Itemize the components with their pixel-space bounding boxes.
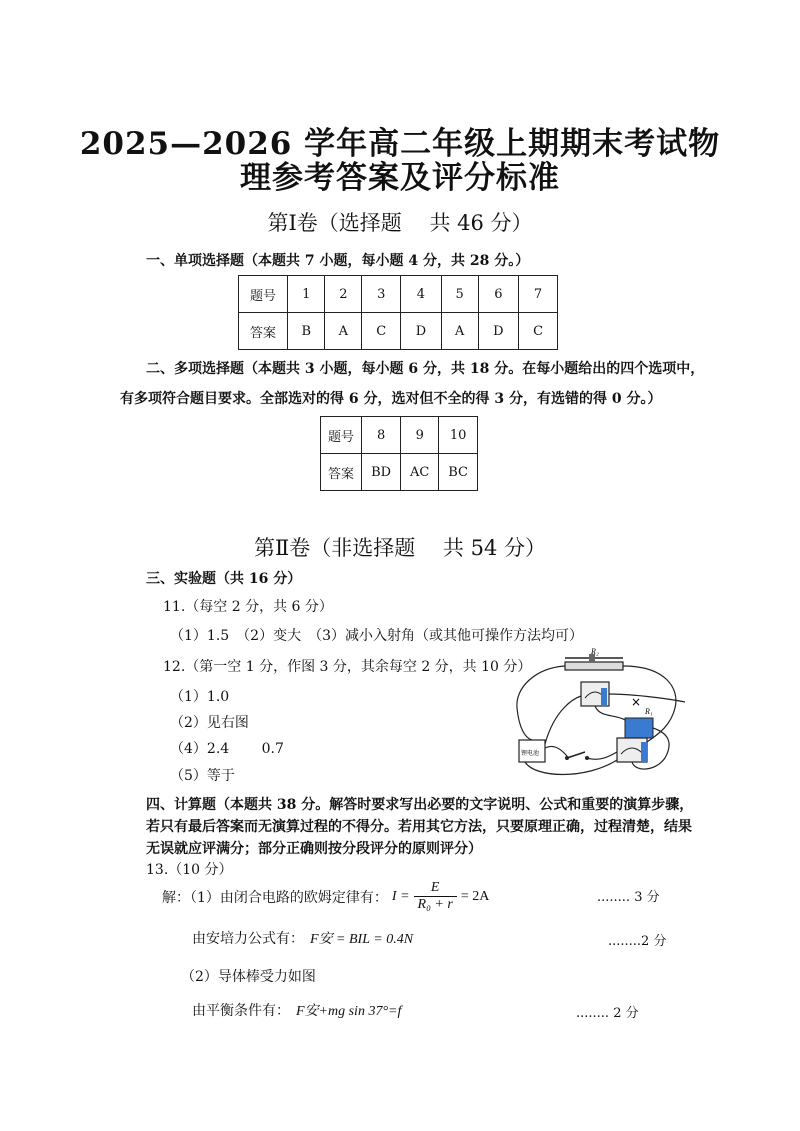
doc-title-line1: 2025—2026 学年高二年级上期期末考试物 [79, 126, 721, 162]
q12-item-2: （2）见右图 [170, 715, 249, 731]
q13-step-3: （2）导体棒受力如图 [181, 969, 316, 985]
q13-step-1-rhs: = 2A [460, 888, 490, 904]
table-cell: A [441, 313, 478, 350]
q13-step-1-prefix: 解：（1）由闭合电路的欧姆定律有： [162, 889, 388, 906]
table-cell: 10 [439, 417, 478, 454]
section-4-title-line1: 四、计算题（本题共 38 分。解答时要求写出必要的文字说明、公式和重要的演算步骤， [146, 797, 694, 813]
section-3-title: 三、实验题（共 16 分） [146, 571, 302, 587]
circuit-diagram [505, 648, 705, 788]
table-cell: 9 [401, 417, 439, 454]
cross-mark: × [631, 695, 642, 709]
q13-step-4-formula: F安+mg sin 37°=f [296, 1004, 402, 1019]
q13-step-2 [192, 928, 413, 948]
q12-item-3: （4）2.4 0.7 [170, 741, 284, 757]
q13-step-1 [162, 880, 489, 913]
q13-step-1-score: ........ 3 分 [597, 890, 660, 905]
section-2-title-line1: 二、多项选择题（本题共 3 小题，每小题 6 分，共 18 分。在每小题给出的四个选项中， [146, 361, 705, 377]
table-row-label: 题号 [321, 417, 362, 454]
q13-step-4-score: ........ 2 分 [576, 1006, 639, 1021]
section-4-title-line2: 若只有最后答案而无演算过程的不得分。若用其它方法，只要原理正确，过程清楚，结果 [146, 819, 692, 835]
table-cell: 1 [288, 276, 325, 313]
resistor-r1 [625, 718, 653, 738]
table-cell: 8 [362, 417, 401, 454]
q13-step-4-prefix: 由平衡条件有： [192, 1003, 290, 1019]
table-cell: 7 [519, 276, 558, 313]
table-cell: 4 [401, 276, 442, 313]
q13-step-2-score: ........2 分 [608, 934, 667, 949]
q12-item-4: （5）等于 [170, 768, 235, 784]
table-cell: AC [401, 454, 439, 491]
table-cell: C [519, 313, 558, 350]
battery-label: 锂电池 [521, 750, 540, 757]
q11-answers: （1）1.5 （2）变大 （3）减小入射角（或其他可操作方法均可） [170, 628, 583, 644]
multi-choice-answer-table [320, 416, 478, 491]
rheostat-r2 [565, 662, 623, 670]
fraction-numerator: E [414, 880, 457, 897]
q13-step-1-lhs: I = [391, 888, 410, 904]
table-cell: D [401, 313, 442, 350]
table-cell: A [325, 313, 362, 350]
q13-heading: 13.（10 分） [146, 862, 233, 878]
r2-label: R₂ [591, 648, 599, 656]
switch [567, 752, 585, 758]
q13-step-2-prefix: 由安培力公式有： [192, 931, 304, 947]
r1-label: R₁ [645, 707, 653, 716]
fraction-denominator: R₀ + r [417, 897, 453, 912]
section-4-title-line3: 无误就应评满分；部分正确则按分段评分的原则评分） [146, 841, 482, 857]
volume-1-heading: 第Ⅰ卷（选择题 共 46 分） [267, 211, 533, 235]
single-choice-answer-table [238, 275, 558, 350]
section-2-title-line2: 有多项符合题目要求。全部选对的得 6 分，选对但不全的得 3 分，有选错的得 0 分。） [120, 391, 662, 407]
q13-step-1-fraction [414, 880, 457, 913]
table-cell: B [288, 313, 325, 350]
table-row-label: 答案 [321, 454, 362, 491]
volume-2-heading: 第Ⅱ卷（非选择题 共 54 分） [253, 536, 547, 560]
table-cell: 2 [325, 276, 362, 313]
table-cell: 5 [441, 276, 478, 313]
table-cell: 3 [362, 276, 401, 313]
q13-step-4 [192, 1000, 401, 1020]
q13-step-2-formula: F安 = BIL = 0.4N [310, 932, 414, 947]
table-cell: BD [362, 454, 401, 491]
q12-heading: 12.（第一空 1 分，作图 3 分，其余每空 2 分，共 10 分） [163, 659, 532, 675]
section-1-title: 一、单项选择题（本题共 7 小题，每小题 4 分，共 28 分。） [146, 253, 530, 269]
table-row-label: 题号 [239, 276, 288, 313]
q12-item-1: （1）1.0 [170, 689, 230, 705]
table-row-label: 答案 [239, 313, 288, 350]
doc-title-line2: 理参考答案及评分标准 [240, 160, 560, 196]
table-cell: BC [439, 454, 478, 491]
table-cell: D [478, 313, 519, 350]
table-cell: 6 [478, 276, 519, 313]
table-cell: C [362, 313, 401, 350]
q11-heading: 11.（每空 2 分，共 6 分） [163, 599, 333, 615]
